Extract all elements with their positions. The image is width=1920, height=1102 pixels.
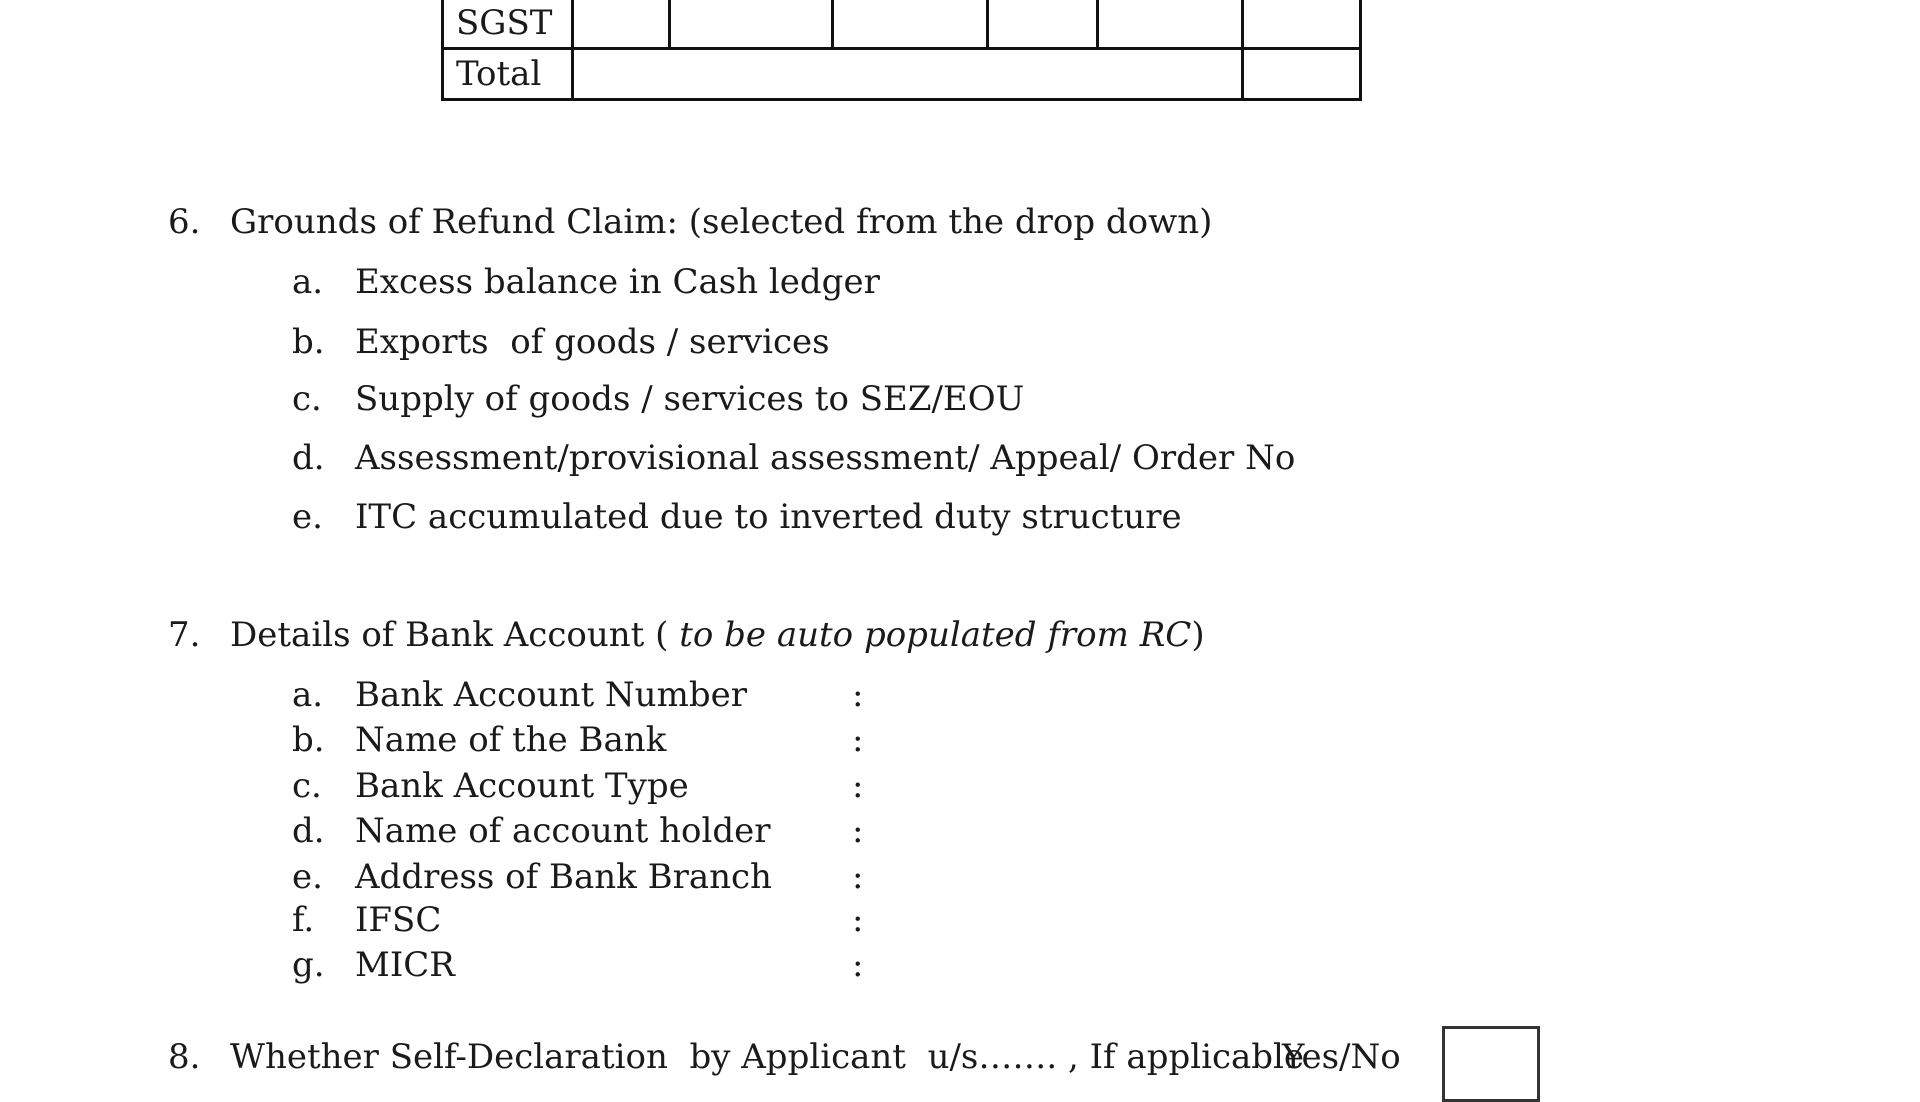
item-letter: a. xyxy=(292,262,324,302)
item-letter: f. xyxy=(292,900,315,940)
item-text: IFSC xyxy=(355,900,442,940)
yes-no-label: Yes/No xyxy=(1282,1037,1401,1077)
bank-field-account-holder xyxy=(292,811,864,851)
total-value-cell xyxy=(1243,49,1361,100)
table-row-total xyxy=(443,49,1361,100)
section-title-italic: to be auto populated from RC xyxy=(679,615,1192,655)
bank-field-account-type xyxy=(292,766,864,806)
item-letter: e. xyxy=(292,857,323,897)
tax-table xyxy=(441,0,1362,101)
table-cell xyxy=(670,0,833,49)
section-6-title xyxy=(168,202,1213,242)
grounds-item-b xyxy=(292,322,830,362)
item-text: Supply of goods / services to SEZ/EOU xyxy=(355,379,1025,419)
field-colon: : xyxy=(852,675,864,715)
item-text: Exports of goods / services xyxy=(355,322,830,362)
item-letter: d. xyxy=(292,438,325,478)
grounds-item-c xyxy=(292,379,1025,419)
section-number: 6. xyxy=(168,202,201,242)
table-row-sgst xyxy=(443,0,1361,49)
item-letter: c. xyxy=(292,766,322,806)
section-7-title xyxy=(168,615,1205,655)
table-cell xyxy=(988,0,1098,49)
item-text: Bank Account Type xyxy=(355,766,689,806)
row-label-sgst: SGST xyxy=(443,0,573,49)
item-text: Bank Account Number xyxy=(355,675,747,715)
section-number: 8. xyxy=(168,1037,201,1077)
grounds-item-a xyxy=(292,262,880,302)
item-text: Name of the Bank xyxy=(355,720,667,760)
section-title-text: Details of Bank Account ( xyxy=(230,615,680,655)
field-colon: : xyxy=(852,945,864,985)
field-colon: : xyxy=(852,766,864,806)
yes-no-input-box[interactable] xyxy=(1442,1026,1540,1102)
bank-field-account-number xyxy=(292,675,864,715)
field-colon: : xyxy=(852,811,864,851)
table-cell xyxy=(1098,0,1243,49)
grounds-item-e xyxy=(292,497,1182,537)
item-text: Name of account holder xyxy=(355,811,771,851)
bank-field-micr xyxy=(292,945,864,985)
item-letter: e. xyxy=(292,497,323,537)
item-text: ITC accumulated due to inverted duty structure xyxy=(355,497,1182,537)
section-8-title xyxy=(168,1037,1305,1077)
field-colon: : xyxy=(852,900,864,940)
bank-field-branch-address xyxy=(292,857,864,897)
item-letter: b. xyxy=(292,720,325,760)
item-letter: d. xyxy=(292,811,325,851)
row-label-total: Total xyxy=(443,49,573,100)
item-text: Assessment/provisional assessment/ Appeal/ Order No xyxy=(355,438,1296,478)
section-number: 7. xyxy=(168,615,201,655)
table-cell xyxy=(573,0,670,49)
item-letter: g. xyxy=(292,945,325,985)
table-cell-merged xyxy=(573,49,1243,100)
grounds-item-d xyxy=(292,438,1296,478)
item-letter: b. xyxy=(292,322,325,362)
table-cell xyxy=(1243,0,1361,49)
bank-field-bank-name xyxy=(292,720,864,760)
item-text: MICR xyxy=(355,945,455,985)
table-cell xyxy=(833,0,988,49)
section-title-text: Whether Self-Declaration by Applicant u/s……. , If applicable xyxy=(230,1037,1305,1077)
item-text: Excess balance in Cash ledger xyxy=(355,262,880,302)
item-text: Address of Bank Branch xyxy=(355,857,772,897)
field-colon: : xyxy=(852,857,864,897)
section-title-close: ) xyxy=(1191,615,1205,655)
field-colon: : xyxy=(852,720,864,760)
item-letter: c. xyxy=(292,379,322,419)
section-title-text: Grounds of Refund Claim: (selected from the drop down) xyxy=(230,202,1213,242)
item-letter: a. xyxy=(292,675,324,715)
bank-field-ifsc xyxy=(292,900,864,940)
